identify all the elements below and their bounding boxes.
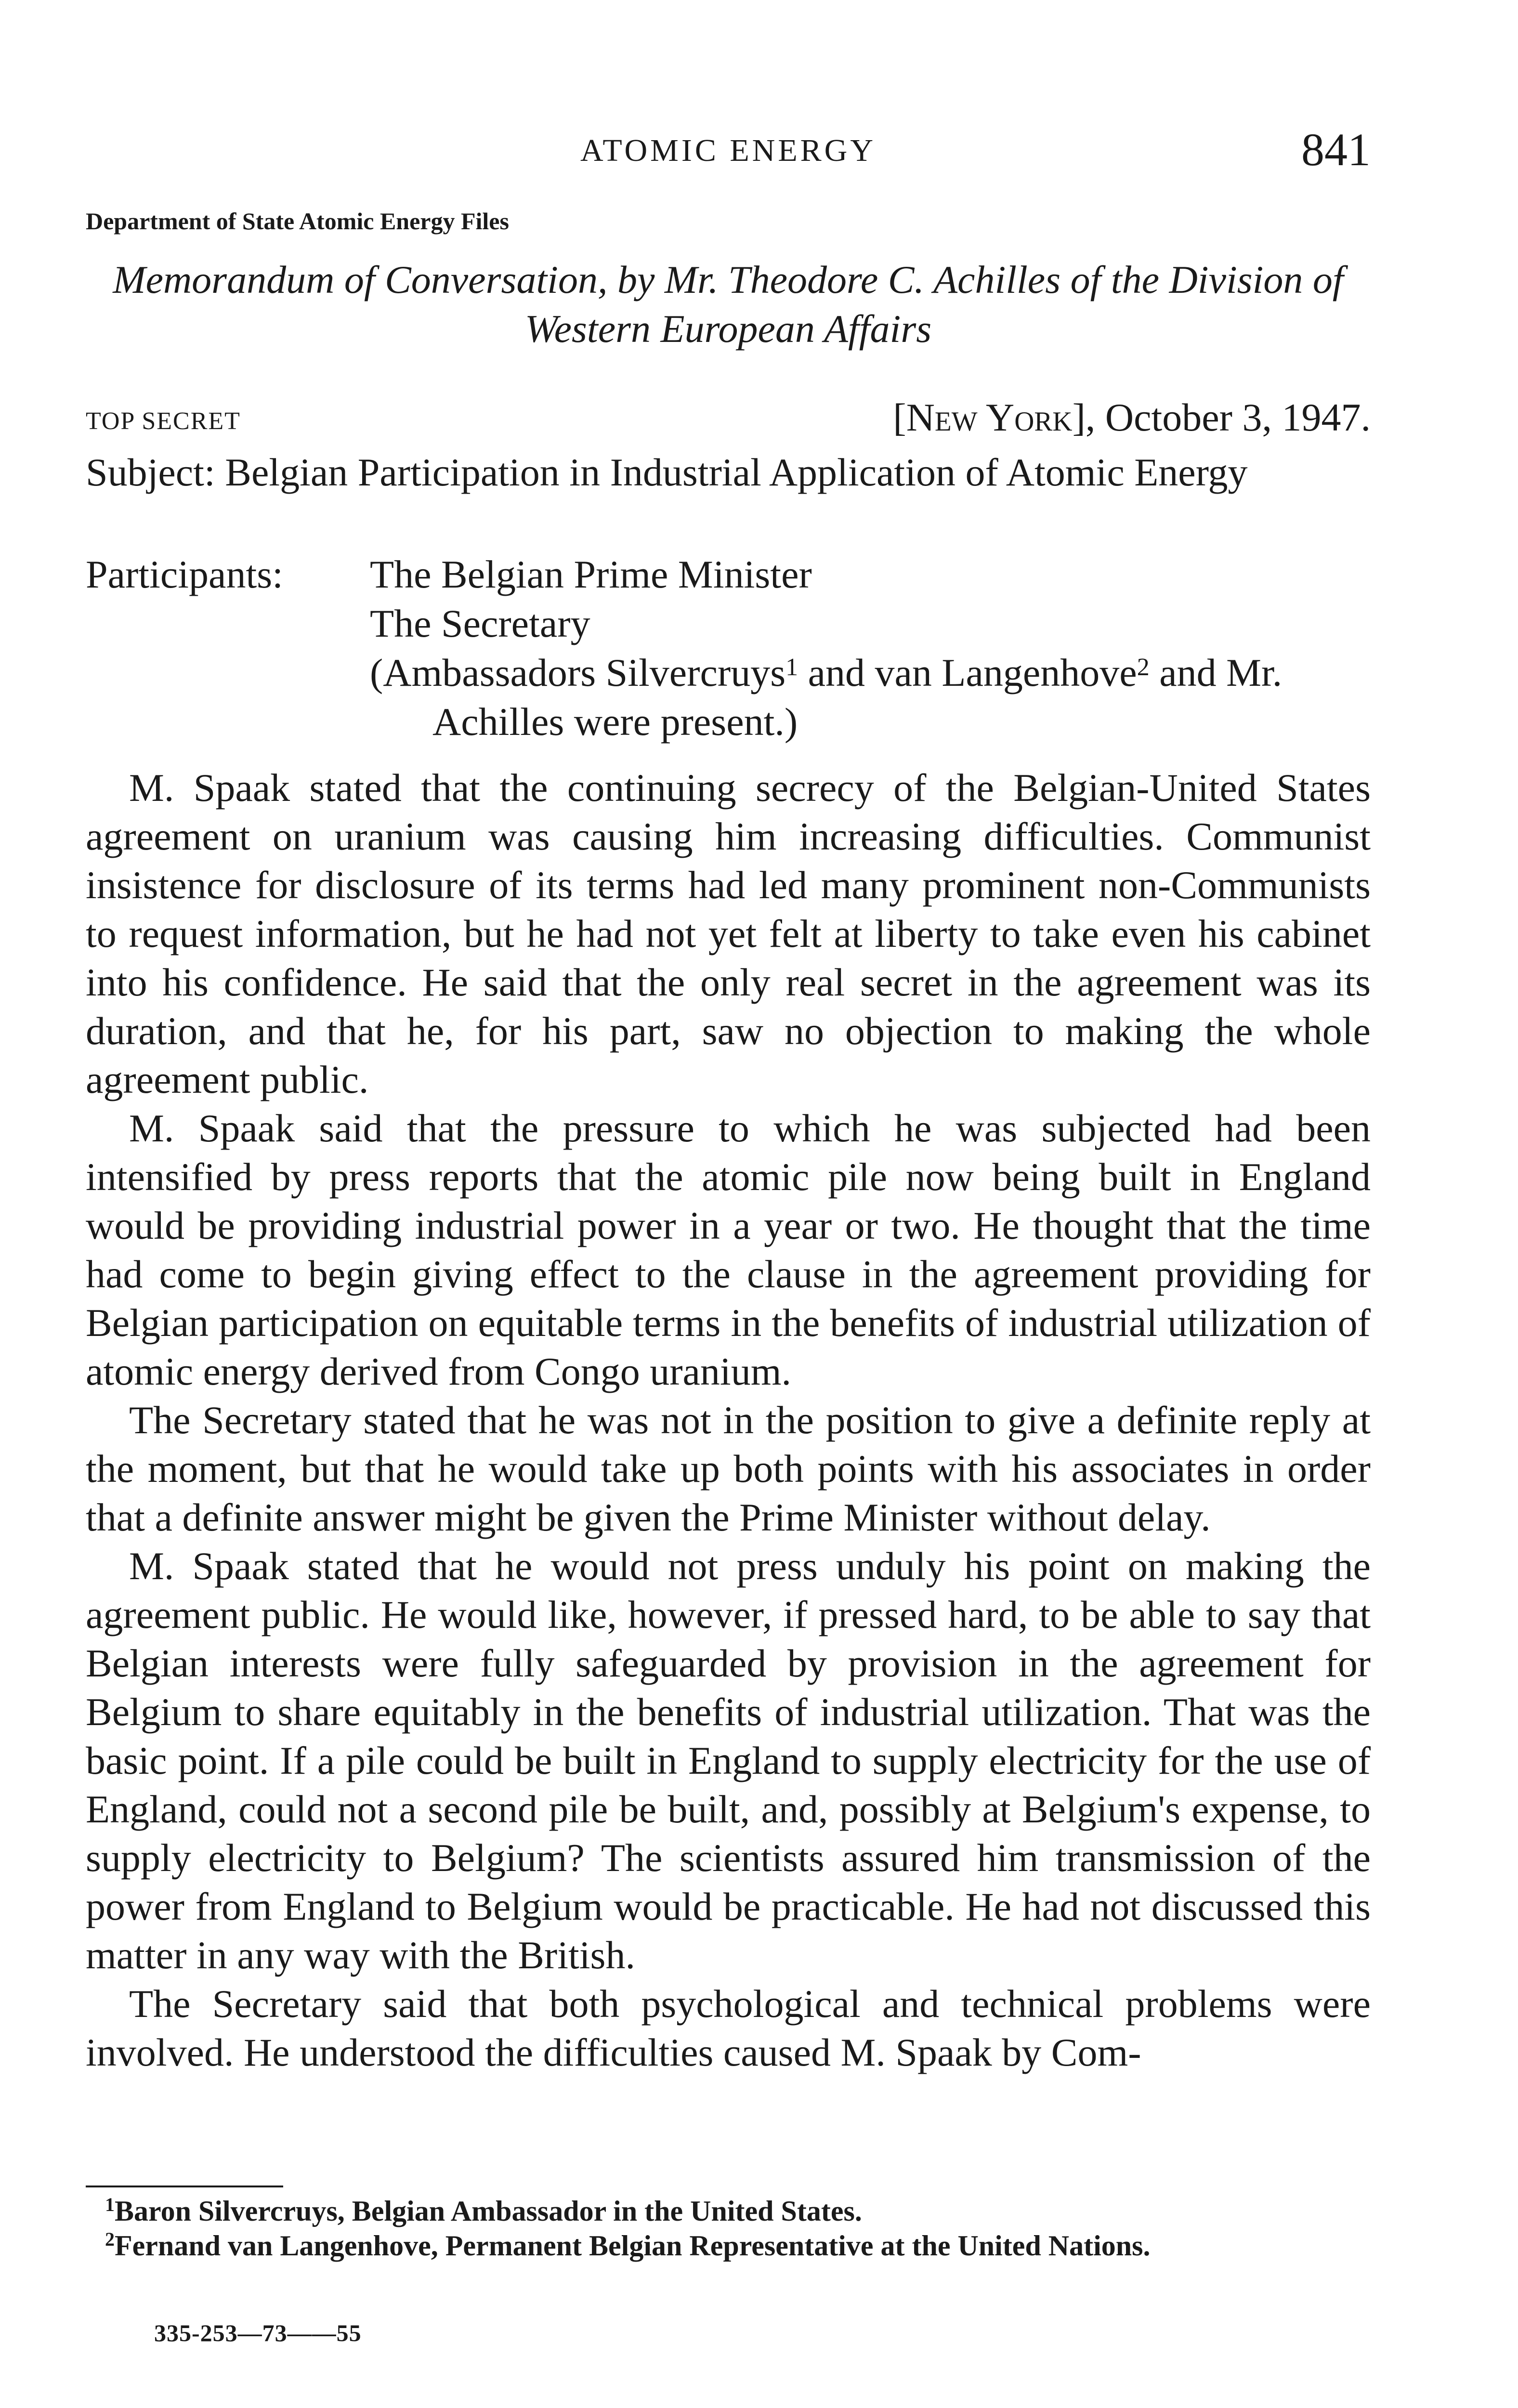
subject-label: Subject: [86,450,215,494]
footnote-2 [86,2228,1371,2263]
footnote-mark-2: 2 [105,2228,115,2250]
memo-title: Memorandum of Conversation, by Mr. Theodore C. Achilles of the Division of Western European Affairs [113,258,1344,351]
footnote-text-1: Baron Silvercruys, Belgian Ambassador in the United States. [115,2195,862,2227]
participant-secretary: The Secretary [370,602,590,645]
dateline-bracket-close: ], [1072,395,1096,439]
participants-list [370,550,1371,746]
running-header [86,123,1371,176]
footnote-ref-1: 1 [785,654,798,681]
footnote-text-2: Fernand van Langenhove, Permanent Belgian Representative at the United Nations. [115,2230,1151,2262]
dateline-bracket-open: [ [893,395,906,439]
page-number: 841 [1301,124,1371,175]
print-code: 335-253—73——55 [154,2319,362,2346]
participants-note-part3: and Mr. Achilles were present.) [432,651,1282,744]
footnote-mark-1: 1 [105,2194,115,2215]
footnote-ref-2: 2 [1137,654,1150,681]
footnote-1 [86,2194,1371,2228]
body-paragraph-4: M. Spaak stated that he would not press unduly his point on making the agreement public. He would like, however, if pressed hard, to be able to say that Belgian interests were fully safeguarded by provision in the agreement for Belgium to share equitably in the benefits of industrial utilization. That was the basic point. If a pile could be built in England to supply electricity for the use of England, could not a second pile be built, and, possibly at Belgium's expense, to supply electricity to Belgium? The scientists assured him transmission of the power from England to Belgium would be practicable. He had not discussed this matter in any way with the British. [86,1544,1371,1977]
footnote-divider [86,2186,283,2187]
dateline-date: October 3, 1947. [1105,395,1371,439]
dateline [893,395,1371,440]
footnotes [86,2194,1371,2263]
subject-text: Belgian Participation in Industrial Application of Atomic Energy [225,450,1248,494]
body-paragraph-1: M. Spaak stated that the continuing secrecy of the Belgian-United States agreement on uranium was causing him increasing difficulties. Communist insistence for disclosure of its terms had led many prominent non-Communists to request information, but he had not yet felt at liberty to take even his cabinet into his confidence. He said that the only real secret in the agreement was its duration, and that he, for his part, saw no objection to making the whole agreement public. [86,766,1371,1101]
body-paragraph-3: The Secretary stated that he was not in the position to give a definite reply at the moment, but that he would take up both points with his associates in order that a definite answer might be given the Prime Minister without delay. [86,1398,1371,1539]
subject-line [86,448,1371,497]
source-line: Department of State Atomic Energy Files [86,208,509,235]
participants-note [370,648,1371,746]
participants-note-part2: and van Langenhove [808,651,1137,694]
participants-label: Participants: [86,552,283,596]
running-title: ATOMIC ENERGY [580,133,876,168]
dateline-place: New York [906,395,1073,439]
classification-label: TOP SECRET [86,407,241,435]
participants-note-part1: (Ambassadors Silvercruys [370,651,786,694]
memo-body [86,763,1371,2077]
participant-prime-minister: The Belgian Prime Minister [370,552,812,596]
body-paragraph-5: The Secretary said that both psychological and technical problems were involved. He understood the difficulties caused M. Spaak by Com- [86,1982,1371,2074]
body-paragraph-2: M. Spaak said that the pressure to which he was subjected had been intensified by press reports that the atomic pile now being built in England would be providing industrial power in a year or two. He thought that the time had come to begin giving effect to the clause in the agreement providing for Belgian participation on equitable terms in the benefits of industrial utilization of atomic energy derived from Congo uranium. [86,1106,1371,1393]
